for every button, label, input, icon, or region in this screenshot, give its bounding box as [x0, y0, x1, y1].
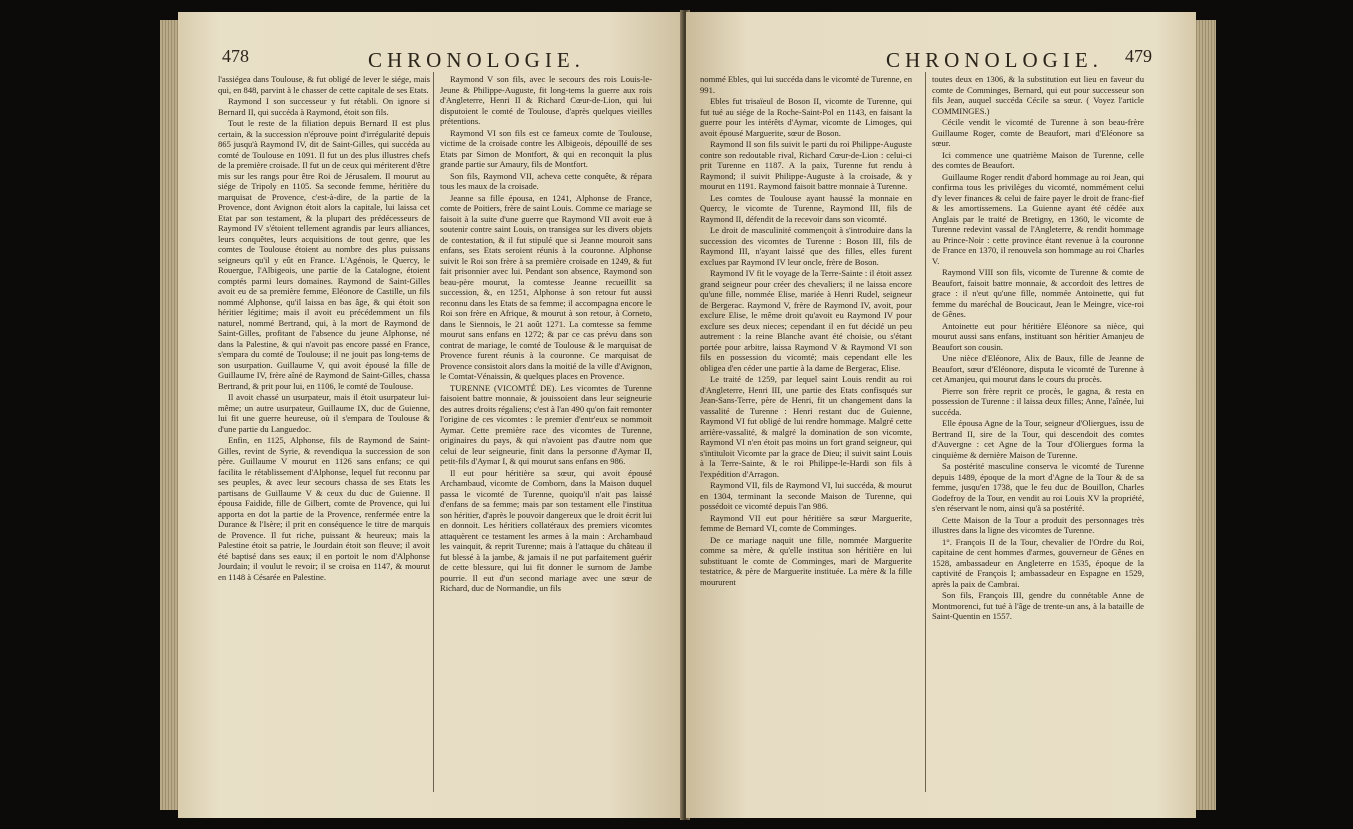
- paragraph: Guillaume Roger rendit d'abord hommage au roi Jean, qui confirma tous les priviléges du vicomté, nommément celui d'y lever finances & celui de faire payer le droit de franc-fief & les amortissemens. La Guienne ayant été cédée aux Anglais par le traité de Bretigny, en 1360, le vicomte de Turenne redevint vassal de l'Angleterre, & rendit hommage au Prince-Noir : cette province étant revenue à la couronne de France en 1370, il renouvela son hommage au roi Charles V.: [932, 171, 1144, 266]
- paragraph: l'assiégea dans Toulouse, & fut obligé de lever le siége, mais qui, en 848, parvint à le chasser de cette capitale de ses Etats.: [218, 74, 430, 95]
- right-running-head: CHRONOLOGIE.: [886, 48, 1103, 72]
- left-page: [178, 12, 684, 818]
- paragraph: Raymond IV fit le voyage de la Terre-Sainte : il étoit assez grand seigneur pour créer des chevaliers; il ne laissa encore qu'une fille, nommée Elise, mariée à Henri Rudel, seigneur de Bergerac. Raymond V, frère de Raymond IV, avoit, pour exclure Elise, le même droit qu'avoit eu Raymond IV pour exclure ses deux nieces; cependant il en fut décidé un peu autrement : la reine Blanche avant été choisie, ou s'étant portée pour arbitre, laissa Raymond V & Raymond VI son fils en possession du vicomté; mais cependant elle les obligea d'en céder une partie à la dame de Bergerac, Elise.: [700, 268, 912, 373]
- paragraph: Une nièce d'Eléonore, Alix de Baux, fille de Jeanne de Beaufort, sœur d'Eléonore, disputa le vicomté de Turenne à cet Amanjeu, qui mourut dans le cours du procès.: [932, 353, 1144, 384]
- paragraph: Antoinette eut pour héritière Eléonore sa nièce, qui mourut aussi sans enfans, instituant son héritier Amanjeu de Beaufort son cousin.: [932, 320, 1144, 352]
- paragraph: Raymond II son fils suivit le parti du roi Philippe-Auguste contre son redoutable rival, Richard Cœur-de-Lion : celui-ci prit Turenne en 1187. A la paix, Turenne fut rendu à Raymond; il suivit Philippe-Auguste à la croisade, & y mourut en 1191. Raymond faisoit battre monnaie à Turenne.: [700, 139, 912, 191]
- entry-turenne: TURENNE (VICOMTÉ DE). Les vicomtes de Turenne faisoient battre monnaie, & jouissoient dans leur seigneurie des autres droits régaliens; c'est à l'an 490 qu'on fait remonter l'origine de ces vicomtes : le premier d'entr'eux se nommoit Aymar. Cette première race des vicomtes de Turenne, originaires du pays, & qui n'avoient pas d'autre nom que celui de leur seigneurie, finit dans la personne d'Aymar II, petit-fils d'Aymar I, & qui mourut sans enfans en 986.: [440, 382, 652, 466]
- paragraph: Pierre son frère reprit ce procès, le gagna, & resta en possession de Turenne : il laissa deux filles; Anne, l'aînée, lui succéda.: [932, 385, 1144, 417]
- paragraph: Cette Maison de la Tour a produit des personnages très illustres dans la ligne des vicomtes de Turenne.: [932, 514, 1144, 535]
- left-page-number: 478: [222, 46, 249, 66]
- paragraph: Raymond VIII son fils, vicomte de Turenne & comte de Beaufort, faisoit battre monnaie, & accordoit des lettres de grace : il n'eut qu'une fille, nommée Antoinette, qui fut femme du maréchal de Boucicaut, Jean le Meingre, vice-roi de Gênes.: [932, 267, 1144, 319]
- paragraph: Ici commence une quatrième Maison de Turenne, celle des comtes de Beaufort.: [932, 149, 1144, 170]
- right-page-number: 479: [1125, 46, 1152, 66]
- left-running-head: CHRONOLOGIE.: [368, 48, 585, 72]
- paragraph: Les comtes de Toulouse ayant haussé la monnaie en Quercy, le vicomte de Turenne, Raymond III, fils de Raymond II, défendit de la recevoir dans son vicomté.: [700, 192, 912, 224]
- right-page-edges: [1194, 20, 1216, 810]
- paragraph: Cécile vendit le vicomté de Turenne à son beau-frère Guillaume Roger, comte de Beaufort, mari d'Eléonore sa sœur.: [932, 117, 1144, 148]
- paragraph: Raymond VI son fils est ce fameux comte de Toulouse, victime de la croisade contre les Albigeois, dépouillé de ses Etats par Simon de Montfort, & qui en reconquit la plus grande partie sur Amaury, fils de Montfort.: [440, 127, 652, 169]
- paragraph: Tout le reste de la filiation depuis Bernard II est plus certain, & la succession n'éprouve point d'irrégularité depuis 865 jusqu'à Raymond IV, dit de Saint-Gilles, qui succéda au comté de Toulouse en 1091. Il fut un des plus illustres chefs de la première croisade. Il fut un de ceux qui mériterent d'être mis sur les rangs pour être Roi de Jérusalem. Il mourut au siége de Tripoly en 1105. Sa seconde femme, héritière du marquisat de Provence, c'est-à-dire, de la partie de la Provence, dont Avignon étoit alors la capitale, lui laissa cet Etat par son testament, & la plupart des prédécesseurs de Raymond IV s'étoient tellement agrandis par leurs alliances, leurs conquêtes, leurs acquisitions de tout genre, que les comtes de Toulouse étoient au nombre des plus puissans seigneurs qu'il y eût en France. L'Agénois, le Quercy, le Rouergue, l'Albigeois, une partie de la Catalogne, étoient comptés parmi leurs domaines. Raymond de Saint-Gilles avoit eu de sa première femme, Eléonore de Castille, un fils nommé Alphonse, qu'il laissa en bas âge, & qui étoit son héritier légitime; mais il avoit eu précédemment un fils naturel, nommé Bertrand, qui, à la mort de Raymond de Saint-Gilles, profitant de l'absence du jeune Alphonse, né dans la Palestine, & qui n'avoit pas encore passé en France, s'empara du comté de Toulouse; il ne jouit pas long-tems de son usurpation. Guillaume V, qui avoit épousé la fille de Guillaume IV, frère aîné de Raymond de Saint-Gilles, chassa Bertrand, & prit pour lui, en 1106, le comté de Toulouse.: [218, 118, 430, 391]
- paragraph: Son fils, François III, gendre du connétable Anne de Montmorenci, fut tué à l'âge de trente-un ans, à la bataille de Saint-Quentin en 1557.: [932, 590, 1144, 621]
- right-column-1: [700, 74, 912, 588]
- right-column-2: [932, 74, 1144, 623]
- right-column-rule: [925, 72, 926, 792]
- paragraph: Le droit de masculinité commençoit à s'introduire dans la succession des vicomtes de Turenne : Boson III, fils de Raymond III, n'ayant laissé que des filles, elles furent exclues par Raymond IV leur oncle, frère de Boson.: [700, 225, 912, 267]
- paragraph: Enfin, en 1125, Alphonse, fils de Raymond de Saint-Gilles, revint de Syrie, & revendiqua la succession de son père. Guillaume V mourut en 1126 sans enfans; ce qui facilita le rétablissement d'Alphonse, lequel fut reconnu par ses peuples, & avec leur secours chassa de ses Etats les partisans de Guillaume V & ceux du duc de Guienne. Il épousa Faidide, fille de Gilbert, comte de Provence, qui lui apporta en dot la partie de la Provence, renfermée entre la Durance & l'Isère; il prit en conséquence le titre de marquis de Provence. Il fut riche, puissant & heureux; mais la Palestine étoit sa patrie, le Jourdain étoit son fleuve; il avoit été baptisé dans ses eaux; il en portoit le nom d'Alphonse Jourdain; il voulut le revoir; il se croisa en 1147, & mourut en 1148 à Césarée en Palestine.: [218, 435, 430, 582]
- paragraph: Raymond I son successeur y fut rétabli. On ignore si Bernard II, qui succéda à Raymond, étoit son fils.: [218, 96, 430, 117]
- paragraph: Jeanne sa fille épousa, en 1241, Alphonse de France, comte de Poitiers, frère de saint Louis. Comme ce mariage se faisoit à la suite d'une guerre que Raymond VII avoit eue à soutenir contre saint Louis, on transigea sur les divers objets de contestation, & il fut stipulé que si Jeanne mouroit sans enfans, ses Etats seroient réunis à la couronne. Alphonse suivit le Roi son frère à sa première croisade en 1249, & fut fait prisonnier avec lui. Pendant son absence, Raymond son beau-père mourut, la comtesse Jeanne recueillit sa succession, &, en 1251, Alphonse à son retour fut aussi reconnu dans les Etats de sa femme; il accompagna encore le Roi son frère en Afrique, & mourut à son retour, à Corneto, dans le Siennois, le 21 août 1271. La comtesse sa femme mourut sans enfans en 1272; & par ce cas prévu dans son contrat de mariage, le comté de Toulouse & le marquisat de Provence furent réunis à la couronne. Ce marquisat de Provence consistoit alors dans la moitié de la ville d'Avignon, le Comtat-Vénaissin, & quelques places en Provence.: [440, 192, 652, 381]
- paragraph: Sa postérité masculine conserva le vicomté de Turenne depuis 1489, époque de la mort d'Agne de la Tour & de sa femme, jusqu'en 1738, que le feu duc de Bouillon, Charles Godefroy de la Tour, en vendit au roi Louis XV la propriété, s'en réservant le nom, ainsi qu'à sa postérité.: [932, 461, 1144, 513]
- paragraph: Il avoit chassé un usurpateur, mais il étoit usurpateur lui-même; un autre usurpateur, Guillaume IX, duc de Guienne, lui fit une guerre heureuse, où il s'empara de Toulouse & d'une partie du Languedoc.: [218, 392, 430, 434]
- paragraph: Son fils, Raymond VII, acheva cette conquête, & répara tous les maux de la croisade.: [440, 170, 652, 191]
- left-column-1: [218, 74, 430, 583]
- paragraph: 1°. François II de la Tour, chevalier de l'Ordre du Roi, capitaine de cent hommes d'armes, gouverneur de Gênes en 1528, ambassadeur en Angleterre en 1535, époque de la captivité de François I; ambassadeur en Espagne en 1529, après la paix de Cambrai.: [932, 536, 1144, 589]
- left-column-rule: [433, 72, 434, 792]
- paragraph: Raymond V son fils, avec le secours des rois Louis-le-Jeune & Philippe-Auguste, fit long-tems la guerre aux rois d'Angleterre, Henri II & Richard Cœur-de-Lion, qui lui disputoient le comté de Toulouse, d'après quelques vieilles prétentions.: [440, 74, 652, 126]
- paragraph: Il eut pour héritière sa sœur, qui avoit épousé Archambaud, vicomte de Comborn, dans la Maison duquel passa le vicomté de Turenne, quoiqu'il n'ait pas laissé d'enfans de sa femme; mais par son testament elle l'institua son héritier, d'après le pouvoir dangereux que le droit écrit lui en donnoit. Les héritiers collatéraux des premiers vicomtes attaquèrent ce testament les armes à la main : Archambaud les vainquit, & reprit Turenne; mais à l'attaque du château il fut blessé à la jambe, & jamais il ne put parfaitement guérir de cette blessure, qui lui fit donner le surnom de Jambe pourrie. Il eut d'un second mariage avec une sœur de Richard, duc de Normandie, un fils: [440, 467, 652, 593]
- paragraph: De ce mariage naquit une fille, nommée Marguerite comme sa mère, & qu'elle institua son héritière en lui substituant le comte de Comminges, mari de Marguerite testatrice, & père de Marguerite instituée. La mère & la fille moururent: [700, 534, 912, 587]
- paragraph: Raymond VII eut pour héritière sa sœur Marguerite, femme de Bernard VI, comte de Comminges.: [700, 512, 912, 533]
- right-page: [686, 12, 1196, 818]
- paragraph: toutes deux en 1306, & la substitution eut lieu en faveur du comte de Comminges, Bernard, qui eut pour successeur son fils Jean, auquel succéda Cécile sa sœur. ( Voyez l'article COMMINGES.): [932, 74, 1144, 116]
- left-column-2: [440, 74, 652, 595]
- paragraph: Le traité de 1259, par lequel saint Louis rendit au roi d'Angleterre, Henri III, une partie des Etats confisqués sur Jean-Sans-Terre, père de Henri, fit un changement dans la vassalité de Turenne : Henri restant duc de Guienne, Raymond VI fut obligé de lui rendre hommage. Malgré cette arrière-vassalité, & malgré la domination de son vicomte, Raymond VI n'en étoit pas moins un fort grand seigneur, qui s'intituloit Vicomte par la grace de Dieu; il suivit saint Louis à la Terre-Sainte, & le roi Philippe-le-Hardi son fils à l'expédition d'Arragon.: [700, 374, 912, 479]
- paragraph: Raymond VII, fils de Raymond VI, lui succéda, & mourut en 1304, terminant la seconde Maison de Turenne, qui possédoit ce vicomté depuis l'an 986.: [700, 480, 912, 511]
- paragraph: Elle épousa Agne de la Tour, seigneur d'Oliergues, issu de Bertrand II, sire de la Tour, qui descendoit des comtes d'Auvergne : cet Agne de la Tour d'Oliergues forma la cinquième & dernière Maison de Turenne.: [932, 418, 1144, 460]
- left-page-edges: [160, 20, 180, 810]
- paragraph: Ebles fut trisaïeul de Boson II, vicomte de Turenne, qui fut tué au siége de la Roche-Saint-Pol en 1143, en faisant la guerre pour les intérêts d'Aymar, vicomte de Limoges, qui avoit épousé Marguerite, sœur de Boson.: [700, 96, 912, 138]
- paragraph: nommé Ebles, qui lui succéda dans le vicomté de Turenne, en 991.: [700, 74, 912, 95]
